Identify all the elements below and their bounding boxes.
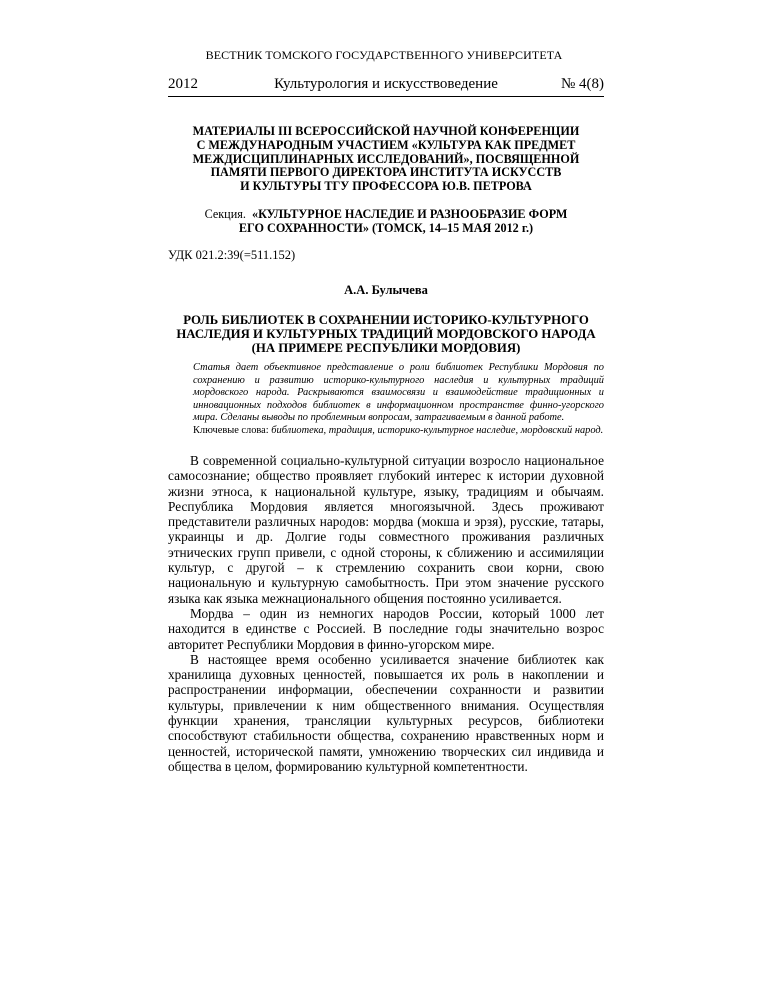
keywords-label: Ключевые слова: <box>193 424 269 436</box>
abstract-text: Статья дает объективное представление о роли библиотек Республики Мордовия по сохранению и развитию историко-культурного наследия и культурных традиций мордовского народа. Раскрываются взаимосвязи и взаимодействие традиционных и инновационных подходов библиотек в информационном пространстве финно-угорского мира. Сделаны выводы по проблемным вопросам, затрагиваемым в данной работе. <box>193 362 604 424</box>
body-paragraph: Мордва – один из немногих народов России, который 1000 лет находится в единстве с Россией. В последние годы значительно возрос авторитет Республики Мордовия в финно-угорском мире. <box>168 605 604 652</box>
conference-title <box>168 125 604 194</box>
section-line <box>168 207 604 221</box>
journal-issue: № 4(8) <box>560 76 604 92</box>
author-name: А.А. Булычева <box>344 283 428 297</box>
body-paragraph: В настоящее время особенно усиливается значение библиотек как хранилища духовных ценностей, повышается их роль в накоплении и распространении информации, обеспечении сохранности и развитии культуры, привлечении к ним общественного внимания. Осуществляя функции хранения, трансляции культурных ресурсов, библиотеки способствуют стабильности общества, сохранению нравственных норм и ценностей, исторической памяти, умножению творческих сил индивида и общества в целом, формированию культурной компетентности. <box>168 651 604 774</box>
keywords-text: библиотека, традиция, историко-культурное наследие, мордовский народ. <box>271 424 604 436</box>
abstract <box>193 362 604 438</box>
journal-series: Культурология и искусствоведение <box>274 76 498 92</box>
conference-title-line: МЕЖДИСЦИПЛИНАРНЫХ ИССЛЕДОВАНИЙ», ПОСВЯЩЕННОЙ <box>192 151 580 166</box>
conference-title-line: МАТЕРИАЛЫ III ВСЕРОССИЙСКОЙ НАУЧНОЙ КОНФЕРЕНЦИИ <box>192 124 580 138</box>
journal-headline <box>168 76 604 97</box>
conference-title-line: ПАМЯТИ ПЕРВОГО ДИРЕКТОРА ИНСТИТУТА ИСКУССТВ <box>210 165 562 180</box>
conference-title-line: С МЕЖДУНАРОДНЫМ УЧАСТИЕМ «КУЛЬТУРА КАК ПРЕДМЕТ <box>196 137 576 152</box>
udk-code: УДК 021.2:39(=511.152) <box>168 248 296 262</box>
article-title-line: НАСЛЕДИЯ И КУЛЬТУРНЫХ ТРАДИЦИЙ МОРДОВСКОГО НАРОДА <box>176 327 596 341</box>
journal-year: 2012 <box>168 76 198 92</box>
article-title-line: РОЛЬ БИБЛИОТЕК В СОХРАНЕНИИ ИСТОРИКО-КУЛЬТУРНОГО <box>183 313 589 327</box>
article-title-line: (НА ПРИМЕРЕ РЕСПУБЛИКИ МОРДОВИЯ) <box>251 341 521 355</box>
conference-section <box>168 207 604 235</box>
journal-name: ВЕСТНИК ТОМСКОГО ГОСУДАРСТВЕННОГО УНИВЕРСИТЕТА <box>205 48 563 62</box>
body-paragraph: В современной социально-культурной ситуации возросло национальное самосознание; общество проявляет глубокий интерес к истории духовной жизни этноса, к национальной культуре, языку, традициям и обычаям. Республика Мордовия является многоязычной. Здесь проживают представители различных народов: мордва (мокша и эрзя), русские, татары, украинцы и др. Долгие годы совместного проживания различных этнических групп привели, с одной стороны, к сближению и ассимиляции культур, с другой – к стремлению сохранить свои корни, свою национальную и культурную самобытность. При этом значение русского языка как языка межнационального общения постоянно усиливается. <box>168 453 604 606</box>
section-title-line1: «КУЛЬТУРНОЕ НАСЛЕДИЕ И РАЗНООБРАЗИЕ ФОРМ <box>251 207 568 221</box>
section-label: Секция. <box>204 207 246 221</box>
conference-title-line: И КУЛЬТУРЫ ТГУ ПРОФЕССОРА Ю.В. ПЕТРОВА <box>240 179 532 194</box>
article-body <box>168 453 604 774</box>
section-title-line2: ЕГО СОХРАННОСТИ» (ТОМСК, 14–15 МАЯ 2012 г.) <box>238 221 534 235</box>
article-title <box>168 313 604 355</box>
